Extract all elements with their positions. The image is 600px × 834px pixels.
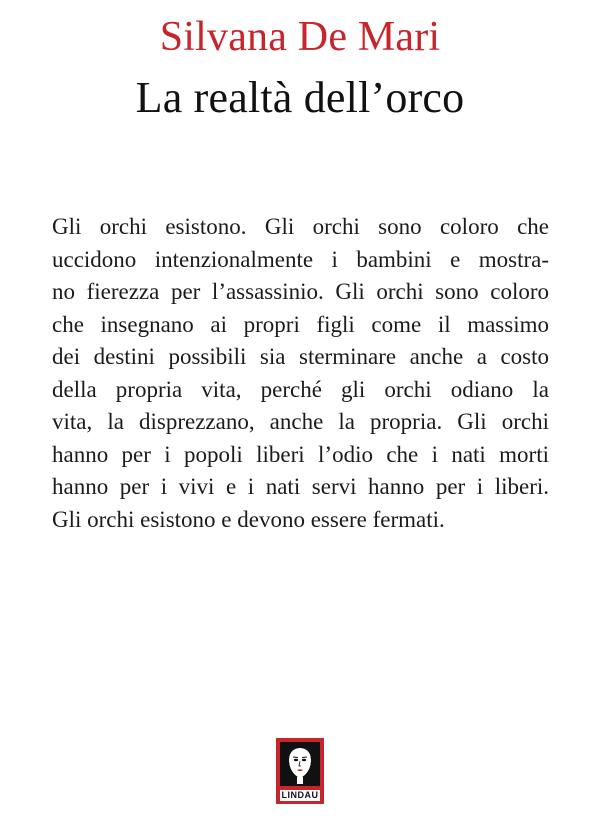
- blurb-line: no fierezza per l’assassinio. Gli orchi sono coloro: [52, 279, 549, 304]
- blurb-line: vita, la disprezzano, anche la propria. Gli orchi: [52, 409, 549, 434]
- book-title: La realtà dell’orco: [135, 73, 465, 122]
- blurb-line: che insegnano ai propri figli come il massimo: [52, 311, 549, 337]
- blurb-line: hanno per i vivi e i nati servi hanno per i liberi.: [52, 474, 549, 499]
- author-name: Silvana De Mari: [159, 14, 441, 60]
- blurb-line: uccidono intenzionalmente i bambini e mostra-: [52, 246, 549, 272]
- blurb-line: dei destini possibili sia sterminare anche a costo: [52, 344, 549, 369]
- blurb-line: hanno per i popoli liberi l’odio che i nati morti: [52, 441, 549, 467]
- publisher-logo: [276, 738, 324, 804]
- blurb-line: Gli orchi esistono e devono essere fermati.: [52, 506, 445, 532]
- back-cover-blurb: [52, 211, 549, 536]
- publisher-logo-text: LINDAU: [281, 790, 319, 800]
- blurb-line: Gli orchi esistono. Gli orchi sono coloro che: [52, 214, 549, 239]
- blurb-line: della propria vita, perché gli orchi odiano la: [52, 376, 549, 402]
